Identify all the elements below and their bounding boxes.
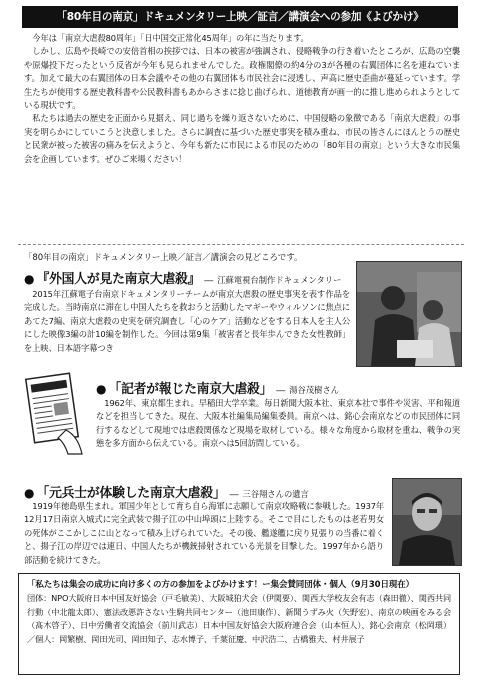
intro-text <box>24 32 460 166</box>
item-source: 江蘇電視台制作ドキュメンタリー <box>217 275 342 285</box>
witness-portrait-image <box>393 479 461 565</box>
item-source: 湯谷茂樹さん <box>289 385 340 395</box>
newspaper-illustration <box>22 370 88 458</box>
item-name: 「記者が報じた南京大虐殺」 <box>108 382 273 397</box>
bullet-icon: ● <box>24 272 35 286</box>
flyer-title-banner: 「80年目の南京」ドキュメンタリー上映／証言／講演会への参加《よびかけ》 <box>22 6 458 28</box>
item-title-foreigners <box>24 268 341 287</box>
appeal-title: 「私たちは集会の成功に向け多くの方の参加をよびかけます！ー集会賛同団体・個人（9月30日現在） <box>27 580 415 590</box>
item-text: 1919年徳島県生まれ。軍国少年として育ち自ら海軍に志願して南京攻略戦に参戦した。1937年12月17日南京入城式に完全武装で揚子江の中山埠頭に上陸する。そこで目にしたものは老若男女の死体がここかしこに山となって積み上げられていた。その後、艦遂艦に戻り見張りの当番に着くと、揚子江の岸辺では連日、中国人たちが機銃掃射されている光景を目撃した。1997年から語り部活動を続けてきた。 <box>24 501 384 565</box>
documentary-photo-image <box>357 262 461 366</box>
item-description-foreigners <box>24 288 350 355</box>
newspaper-icon <box>22 370 88 458</box>
item-text: 2015年江蘇電子台南京ドキュメンタリーチームが南京大虐殺の歴史事実を表す作品を完成した。当時南京に滞在し中国人たちを救おうと活動したマギーやウィルソンに焦点にあてた7編、南京大虐殺の史実を研究調査し「心のケア」活動などをする日本人を主人公にした映像3編の計10編を制作した。今回は第9集「被害者と長年歩んできた女性教師」を上映、日本語字幕つき <box>24 289 350 353</box>
item-title-reporter <box>96 378 339 397</box>
item-text: 1962年、東京都生まれ。早稲田大学卒業。毎日新聞大阪本社、東京本社で事件や災害、平和報道などを担当してきた。現在、大阪本社編集局編集委員。南京へは、銘心会南京などの市民団体に同行するなどして現地では虐殺関係など現場を取材している。様々な角度から取材を重ね、戦争の実態を多方面から伝えている。南京へは5回訪問している。 <box>96 398 460 449</box>
item-source: 三谷翔さんの遺言 <box>242 489 309 499</box>
item-description-soldier <box>24 500 384 567</box>
item-name: 『外国人が見た南京大虐殺』 <box>36 272 201 287</box>
item-dash: ― <box>229 490 239 500</box>
item-description-reporter <box>96 397 460 451</box>
intro-paragraph: しかし、広島や長崎での安倍首相の挨拶では、日本の被害が強調され、侵略戦争の行き着いたところが、広島の空襲や原爆投下だったという反省が今年も見られませんでした。政権閣僚の約4分の3が各種の右翼団体に名を連ねています。加えて最大の右翼団体の日本会議やその他の右翼団体も市民社会に浸透し、声高に歴史歪曲が蔓延っています。学生たちが使用する歴史教科書や公民教科書もあからさまに捻じ曲げられ、道徳教育が画一的に推し進められようとしている現状です。 <box>24 46 460 111</box>
highlights-heading: 「80年目の南京」ドキュメンタリー上映／証言／講演会の見どころです。 <box>24 253 303 263</box>
item-dash: ― <box>204 276 214 286</box>
item-title-soldier <box>24 482 309 501</box>
section-divider <box>18 244 464 245</box>
item-dash: ― <box>276 386 286 396</box>
witness-portrait-photo <box>392 478 462 566</box>
supporters-list: 団体：NPO大阪府日本中国友好協会（戸毛敏美）、大阪城狛犬会（伊関要）、関西大学校友会有志（森田徹）、関西共同行動（中北龍太郎）、憲法改悪許さない生駒共同センター（池田康作）、新聞うずみ火（矢野宏）、南京の映画をみる会（髙木啓子）、日中労働者交流協会（前川武志）日本中国友好協会大阪府連合会（山本恒人）、銘心会南京（松岡環）／個人：岡繁樹、岡田光司、岡田知子、志水博子、千葉征慶、中沢浩二、古橋雅夫、村井展子 <box>27 593 451 644</box>
intro-paragraph: 今年は「南京大虐殺80周年」「日中国交正常化45周年」の年に当たります。 <box>32 33 309 43</box>
bullet-icon: ● <box>96 382 107 396</box>
item-name: 「元兵士が体験した南京大虐殺」 <box>36 486 226 501</box>
documentary-photo <box>356 261 462 367</box>
intro-paragraph: 私たちは過去の歴史を正面から見据え、同じ過ちを繰り返さないために、中国侵略の象徴である「南京大虐殺」の事実を明らかにしていこうと決意しました。さらに調査に基づいた歴史事実を積み重ね、市民の皆さんにほんとうの歴史と民衆が被った被害の痛みを伝えようと、今年も新たに市民による市民のための「80年目の南京」という大きな市民集会を企画しています。ぜひご来場ください！ <box>24 113 460 164</box>
supporters-appeal-box <box>18 573 460 675</box>
bullet-icon: ● <box>24 486 35 500</box>
